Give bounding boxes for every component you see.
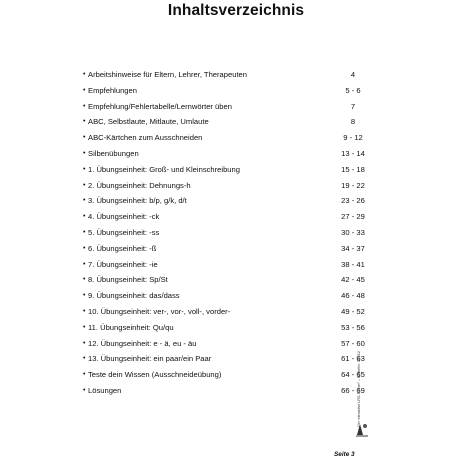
toc-entry-label: 7. Übungseinheit: -ie — [88, 259, 158, 269]
toc-entry-label: 6. Übungseinheit: -ß — [88, 243, 157, 253]
toc-entry-pages: 13 - 14 — [341, 148, 365, 158]
toc-entry-pages: 57 - 60 — [341, 338, 365, 348]
toc-entry-label: 10. Übungseinheit: ver-, vor-, voll-, vorder- — [88, 306, 231, 316]
toc-entry-label: 9. Übungseinheit: das/dass — [88, 291, 180, 301]
bullet-icon: • — [83, 371, 86, 379]
toc-entry-pages: 53 - 56 — [341, 322, 365, 332]
bullet-icon: • — [83, 118, 86, 126]
bullet-icon: • — [83, 149, 86, 157]
toc-entry-pages: 64 - 65 — [341, 370, 365, 380]
toc-entry — [83, 162, 375, 178]
toc-entry-label: 2. Übungseinheit: Dehnungs-h — [88, 180, 191, 190]
toc-entry-label: 8. Übungseinheit: Sp/St — [88, 275, 168, 285]
toc-entry-pages: 30 - 33 — [341, 227, 365, 237]
toc-entry-pages: 9 - 12 — [343, 133, 363, 143]
bullet-icon: • — [83, 134, 86, 142]
page-title: Inhaltsverzeichnis — [167, 2, 305, 19]
toc-entry — [83, 130, 375, 146]
toc-entry — [83, 225, 375, 241]
toc-entry — [83, 383, 375, 399]
toc-entry-label: Empfehlung/Fehlertabelle/Lernwörter üben — [88, 101, 232, 111]
bullet-icon: • — [83, 244, 86, 252]
toc-entry-pages: 42 - 45 — [341, 275, 365, 285]
toc-entry-label: 11. Übungseinheit: Qu/qu — [88, 322, 174, 332]
side-credit — [357, 290, 367, 430]
toc-entry-pages: 5 - 6 — [345, 85, 361, 95]
toc-entry — [83, 320, 375, 336]
toc-entry-label: Empfehlungen — [88, 85, 137, 95]
toc-entry — [83, 146, 375, 162]
toc-entry-label: 3. Übungseinheit: b/p, g/k, d/t — [88, 196, 187, 206]
bullet-icon: • — [83, 307, 86, 315]
toc-entry-pages: 38 - 41 — [341, 259, 365, 269]
toc-entry — [83, 272, 375, 288]
toc-entry — [83, 336, 375, 352]
toc-entry-pages: 66 - 69 — [341, 385, 365, 395]
bullet-icon: • — [83, 181, 86, 189]
toc-entry-pages: 4 — [350, 70, 356, 79]
toc-entry-pages: 27 - 29 — [341, 212, 365, 222]
bullet-icon: • — [83, 339, 86, 347]
toc-entry — [83, 67, 375, 83]
toc-entry-label: 5. Übungseinheit: -ss — [88, 227, 160, 237]
toc-entry — [83, 114, 375, 130]
toc-entry-label: ABC-Kärtchen zum Ausschneiden — [88, 133, 203, 143]
bullet-icon: • — [83, 86, 86, 94]
bullet-icon: • — [83, 323, 86, 331]
toc-entry-pages: 61 - 63 — [341, 354, 365, 364]
bullet-icon: • — [83, 213, 86, 221]
toc-entry-pages: 19 - 22 — [341, 180, 365, 190]
toc-entry-pages: 15 - 18 — [341, 164, 365, 174]
toc-entry — [83, 193, 375, 209]
toc-entry-label: 12. Übungseinheit: e - ä, eu - äu — [88, 338, 197, 348]
toc-entry — [83, 209, 375, 225]
bullet-icon: • — [83, 228, 86, 236]
bullet-icon: • — [83, 260, 86, 268]
toc-entry-pages: 7 — [350, 101, 356, 111]
toc-entry-pages: 49 - 52 — [341, 306, 365, 316]
toc-entry-label: Arbeitshinweise für Eltern, Lehrer, Therapeuten — [88, 70, 247, 79]
toc-entry — [83, 99, 375, 115]
toc-entry-label: 4. Übungseinheit: -ck — [88, 212, 160, 222]
bullet-icon: • — [83, 355, 86, 363]
table-of-contents — [83, 67, 375, 399]
toc-entry-label: Teste dein Wissen (Ausschneideübung) — [88, 370, 222, 380]
page-number: Seite 3 — [334, 451, 355, 458]
bullet-icon: • — [83, 165, 86, 173]
bullet-icon: • — [83, 276, 86, 284]
toc-entry-label: ABC, Selbstlaute, Mitlaute, Umlaute — [88, 117, 209, 127]
toc-entry-pages: 8 — [350, 117, 356, 127]
toc-entry-label: Lösungen — [88, 385, 122, 395]
toc-entry — [83, 351, 375, 367]
publisher-logo-icon — [354, 420, 370, 438]
toc-entry-pages: 34 - 37 — [341, 243, 365, 253]
toc-entry — [83, 288, 375, 304]
toc-entry — [83, 367, 375, 383]
bullet-icon: • — [83, 292, 86, 300]
bullet-icon: • — [83, 102, 86, 110]
toc-entry-pages: 46 - 48 — [341, 291, 365, 301]
toc-entry — [83, 241, 375, 257]
toc-entry — [83, 257, 375, 273]
toc-entry — [83, 83, 375, 99]
bullet-icon: • — [83, 197, 86, 205]
bullet-icon: • — [83, 386, 86, 394]
side-credit-text: „Der interaktive LRS-Trainer" – Bestellnr. 16 212 — [357, 351, 361, 428]
toc-entry-label: Silbenübungen — [88, 148, 139, 158]
toc-entry-pages: 23 - 26 — [341, 196, 365, 206]
bullet-icon: • — [83, 71, 86, 78]
toc-entry-label: 1. Übungseinheit: Groß- und Kleinschreibung — [88, 164, 240, 174]
toc-entry — [83, 304, 375, 320]
toc-entry — [83, 178, 375, 194]
toc-entry-label: 13. Übungseinheit: ein paar/ein Paar — [88, 354, 212, 364]
